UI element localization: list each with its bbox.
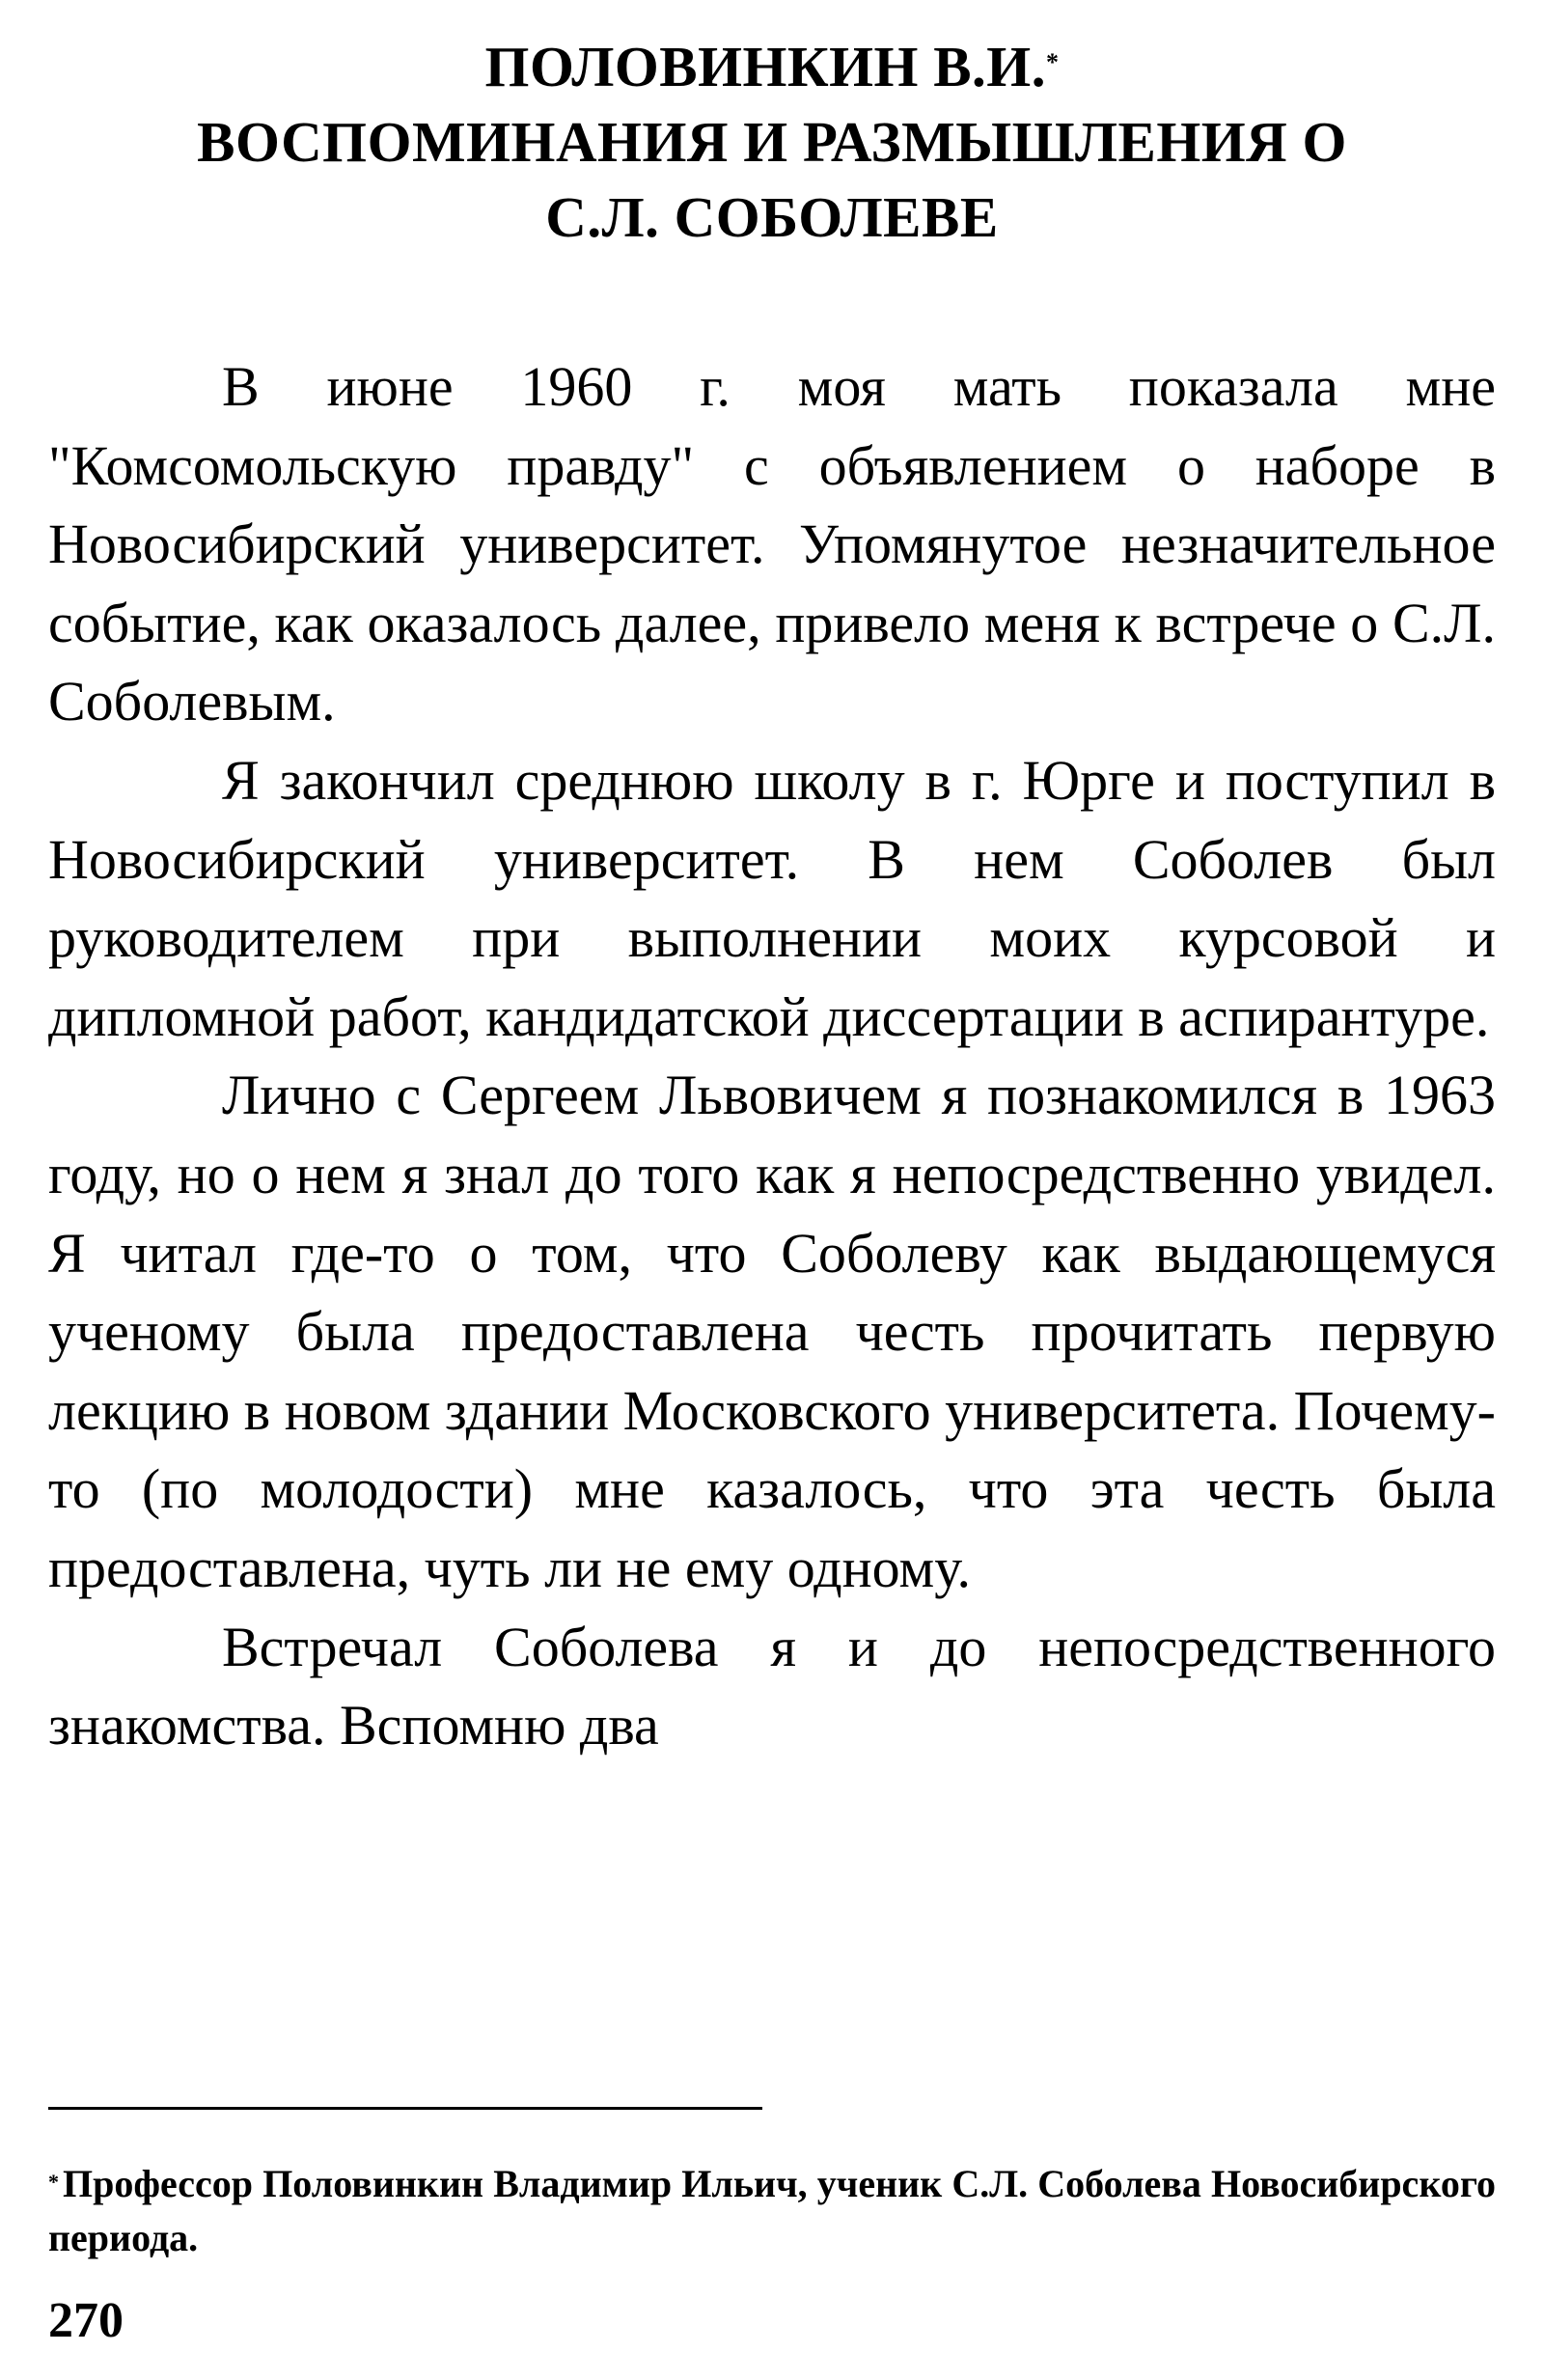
footnote xyxy=(48,2157,1496,2265)
page-title xyxy=(48,29,1496,255)
title-footnote-marker: * xyxy=(1045,48,1060,76)
title-line-2: ВОСПОМИНАНИЯ И РАЗМЫШЛЕНИЯ О xyxy=(197,110,1347,174)
paragraph-4: Встречал Соболева я и до непосредственного знакомства. Вспомню два xyxy=(48,1615,1496,1757)
title-line-3: С.Л. СОБОЛЕВЕ xyxy=(545,185,999,249)
paragraph-2: Я закончил среднюю школу в г. Юрге и поступил в Новосибирский университет. В нем Соболев был руководителем при выполнении моих курсовой и дипломной работ, кандидатской диссертации в аспирантуре. xyxy=(48,748,1496,1048)
footnote-marker: * xyxy=(48,2170,59,2194)
paragraph-1: В июне 1960 г. моя мать показала мне "Комсомольскую правду" с объявлением о наборе в Новосибирский университет. Упомянутое незначительное событие, как оказалось далее, привело меня к встрече о С.Л. Соболевым. xyxy=(48,355,1496,733)
title-line-author: ПОЛОВИНКИН В.И.* xyxy=(484,35,1060,98)
paragraph-3: Лично с Сергеем Львовичем я познакомился в 1963 году, но о нем я знал до того как я непосредственно увидел. Я читал где-то о том, что Соболеву как выдающемуся ученому была предоставлена честь прочитать первую лекцию в новом здании Московского университета. Почему-то (по молодости) мне казалось, что эта честь была предоставлена, чуть ли не ему одному. xyxy=(48,1064,1496,1599)
book-page xyxy=(48,29,1496,2355)
footnote-divider xyxy=(48,2107,762,2110)
page-number: 270 xyxy=(48,2293,124,2348)
footnote-text: Профессор Половинкин Владимир Ильич, ученик С.Л. Соболева Новосибирского периода. xyxy=(48,2162,1496,2259)
body-text xyxy=(48,347,1496,1765)
